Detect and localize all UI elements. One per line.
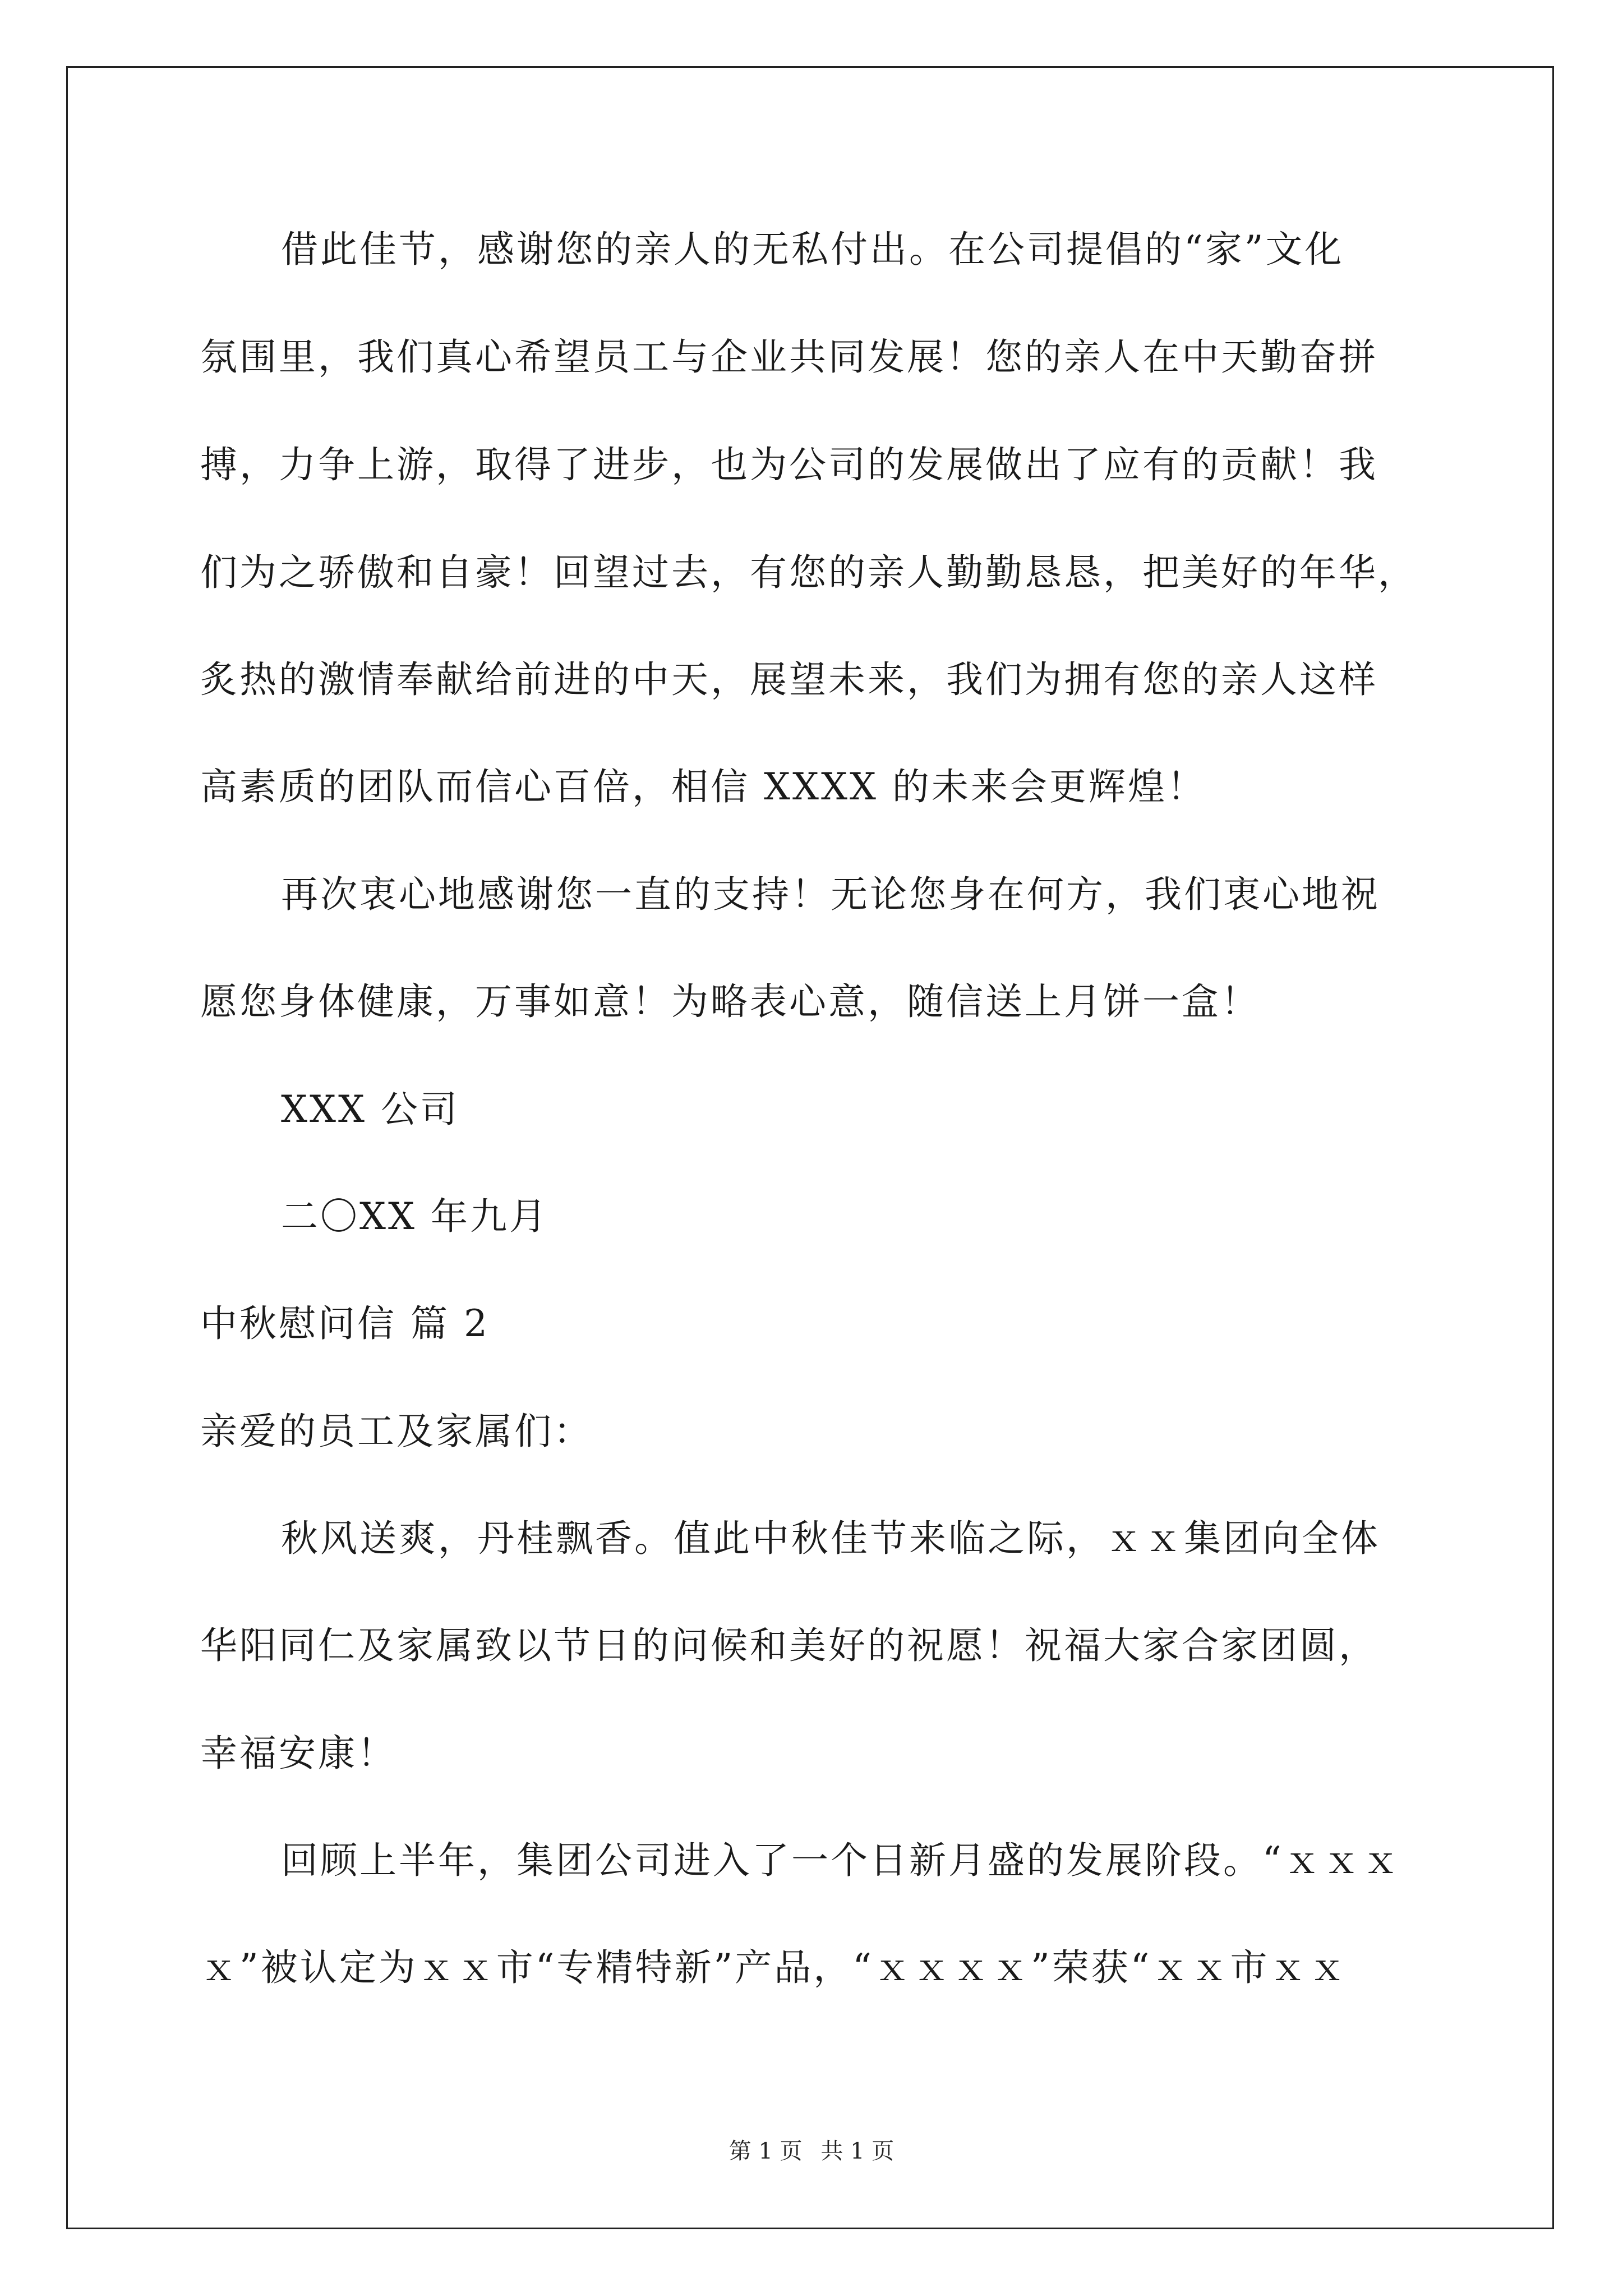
paragraph-line: 幸福安康！ xyxy=(200,1732,396,1775)
paragraph-line: 秋风送爽，丹桂飘香。值此中秋佳节来临之际，ｘｘ集团向全体 xyxy=(281,1517,1380,1560)
paragraph-line: 回顾上半年，集团公司进入了一个日新月盛的发展阶段。“ｘｘｘ xyxy=(281,1839,1401,1882)
paragraph-line: ｘ”被认定为ｘｘ市“专精特新”产品，“ｘｘｘｘ”荣获“ｘｘ市ｘｘ xyxy=(200,1946,1348,1989)
signature-date: 二〇XX 年九月 xyxy=(281,1195,548,1238)
page-number: 第 1 页 xyxy=(728,2138,803,2164)
page-total: 共 1 页 xyxy=(820,2138,895,2164)
paragraph-line: 炙热的激情奉献给前进的中天，展望未来，我们为拥有您的亲人这样 xyxy=(200,658,1378,701)
paragraph-line: 氛围里，我们真心希望员工与企业共同发展！您的亲人在中天勤奋拼 xyxy=(200,335,1378,379)
section-heading: 中秋慰问信 篇 2 xyxy=(200,1302,490,1345)
paragraph-line: 们为之骄傲和自豪！回望过去，有您的亲人勤勤恳恳，把美好的年华， xyxy=(200,551,1417,594)
paragraph-line: 高素质的团队而信心百倍，相信 XXXX 的未来会更辉煌！ xyxy=(200,765,1206,808)
paragraph-line: 华阳同仁及家属致以节日的问候和美好的祝愿！祝福大家合家团圆， xyxy=(200,1624,1378,1667)
page-border xyxy=(66,66,1554,2229)
paragraph-line: 搏，力争上游，取得了进步，也为公司的发展做出了应有的贡献！我 xyxy=(200,443,1378,486)
paragraph-line: 愿您身体健康，万事如意！为略表心意，随信送上月饼一盒！ xyxy=(200,980,1260,1023)
salutation: 亲爱的员工及家属们： xyxy=(200,1410,593,1453)
paragraph-line: 借此佳节，感谢您的亲人的无私付出。在公司提倡的“家”文化 xyxy=(281,228,1344,271)
signature-company: XXX 公司 xyxy=(281,1088,459,1131)
paragraph-line: 再次衷心地感谢您一直的支持！无论您身在何方，我们衷心地祝 xyxy=(281,873,1380,916)
page-footer xyxy=(0,2137,1623,2165)
